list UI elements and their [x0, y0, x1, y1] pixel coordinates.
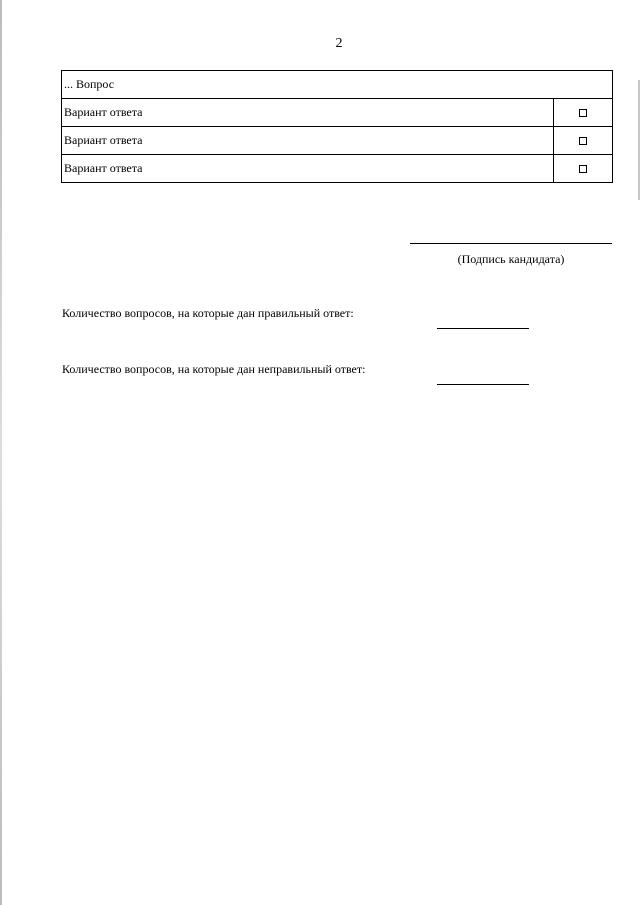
signature-caption: (Подпись кандидата) [457, 252, 565, 266]
correct-count-label: Количество вопросов, на которые дан правильный ответ: [62, 306, 354, 320]
correct-count-blank[interactable] [437, 328, 529, 329]
incorrect-count-blank[interactable] [437, 384, 529, 385]
answer-option-label: Вариант ответа [62, 99, 554, 127]
answer-option-label: Вариант ответа [62, 127, 554, 155]
empty-checkbox-icon[interactable] [579, 137, 587, 145]
question-row [62, 71, 613, 99]
answer-checkbox-cell[interactable] [554, 99, 613, 127]
answer-checkbox-cell[interactable] [554, 127, 613, 155]
empty-checkbox-icon[interactable] [579, 165, 587, 173]
answer-option-row [62, 155, 613, 183]
answer-checkbox-cell[interactable] [554, 155, 613, 183]
question-table [61, 70, 613, 183]
answer-option-label: Вариант ответа [62, 155, 554, 183]
scan-edge-left [0, 0, 2, 905]
signature-line[interactable] [410, 243, 612, 244]
question-label: ... Вопрос [62, 71, 613, 99]
empty-checkbox-icon[interactable] [579, 109, 587, 117]
answer-option-row [62, 127, 613, 155]
page-number: 2 [335, 36, 343, 51]
incorrect-count-label: Количество вопросов, на которые дан неправильный ответ: [62, 362, 366, 376]
answer-option-row [62, 99, 613, 127]
